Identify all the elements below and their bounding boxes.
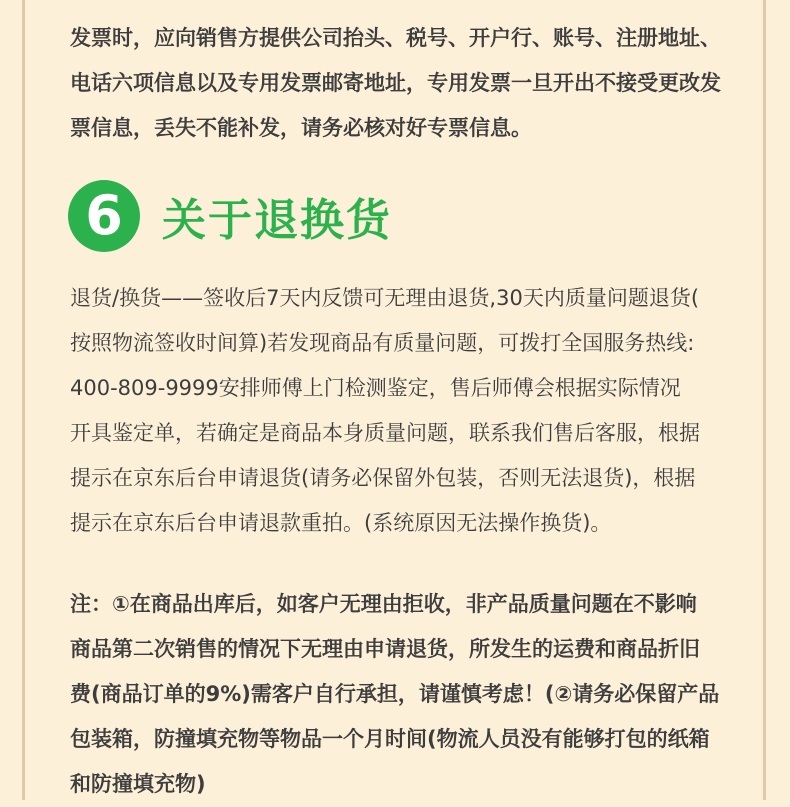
paragraph-line: 提示在京东后台申请退款重拍。(系统原因无法操作换货)。 xyxy=(70,511,612,535)
paragraph-line: 退货/换货——签收后7天内反馈可无理由退货,30天内质量问题退货( xyxy=(70,286,700,310)
paragraph-line: 费(商品订单的9%)需客户自行承担，请谨慎考虑！(②请务必保留产品 xyxy=(70,682,720,706)
note-paragraph xyxy=(70,582,740,807)
paragraph-line: 电话六项信息以及专用发票邮寄地址，专用发票一旦开出不接受更改发 xyxy=(70,71,721,95)
paragraph-line: 按照物流签收时间算)若发现商品有质量问题，可拨打全国服务热线: xyxy=(70,331,695,355)
paragraph-line: 票信息，丢失不能补发，请务必核对好专票信息。 xyxy=(70,116,532,140)
return-policy-paragraph xyxy=(70,276,740,546)
paragraph-line: 400-809-9999安排师傅上门检测鉴定，售后师傅会根据实际情况 xyxy=(70,376,681,400)
paragraph-line: 注：①在商品出库后，如客户无理由拒收，非产品质量问题在不影响 xyxy=(70,592,697,616)
paragraph-line: 商品第二次销售的情况下无理由申请退货，所发生的运费和商品折旧 xyxy=(70,637,700,661)
section-number-badge: 6 xyxy=(68,180,140,252)
section-title: 关于退换货 xyxy=(162,195,392,246)
paragraph-line: 提示在京东后台申请退货(请务必保留外包装，否则无法退货)，根据 xyxy=(70,466,696,490)
invoice-info-paragraph xyxy=(70,16,740,151)
paragraph-line: 发票时，应向销售方提供公司抬头、税号、开户行、账号、注册地址、 xyxy=(70,26,721,50)
paragraph-line: 包装箱，防撞填充物等物品一个月时间(物流人员没有能够打包的纸箱 xyxy=(70,727,710,751)
paragraph-line: 和防撞填充物) xyxy=(70,772,206,796)
paragraph-line: 开具鉴定单，若确定是商品本身质量问题，联系我们售后客服，根据 xyxy=(70,421,700,445)
section-heading xyxy=(68,178,392,254)
